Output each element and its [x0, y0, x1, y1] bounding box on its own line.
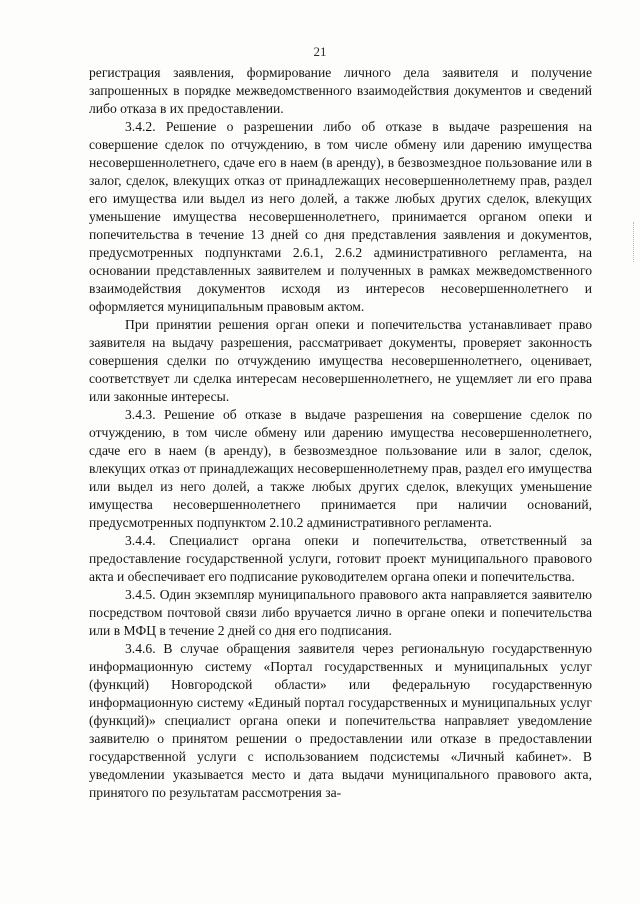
- scan-edge-mark: [630, 222, 634, 262]
- page-number: 21: [313, 44, 327, 59]
- paragraph-3-4-4: 3.4.4. Специалист органа опеки и попечительства, ответственный за предоставление государственной услуги, готовит проект муниципального правового акта и обеспечивает его подписание руководителем органа опеки и попечительства.: [89, 533, 592, 584]
- paragraph-decision-review: При принятии решения орган опеки и попечительства устанавливает право заявителя на выдачу разрешения, рассматривает документы, проверяет законность совершения сделки по отчуждению имущества несовершеннолетнего, оценивает, соответствует ли сделка интересам несовершеннолетнего, не ущемляет ли его права или законные интересы.: [89, 317, 592, 404]
- document-body: [89, 64, 592, 802]
- paragraph-continuation: регистрация заявления, формирование личного дела заявителя и получение запрошенных в порядке межведомственного взаимодействия документов и сведений либо отказа в их предоставлении.: [89, 65, 592, 116]
- paragraph-3-4-6: 3.4.6. В случае обращения заявителя через региональную государственную информационную систему «Портал государственных и муниципальных услуг (функций) Новгородской области» или федеральную государственную информационную систему «Единый портал государственных и муниципальных услуг (функций)» специалист органа опеки и попечительства направляет уведомление заявителю о принятом решении о предоставлении или отказе в предоставлении государственной услуги с использованием подсистемы «Личный кабинет». В уведомлении указывается место и дата выдачи муниципального правового акта, принятого по результатам рассмотрения за-: [89, 641, 592, 800]
- paragraph-3-4-5: 3.4.5. Один экземпляр муниципального правового акта направляется заявителю посредством почтовой связи либо вручается лично в органе опеки и попечительства или в МФЦ в течение 2 дней со дня его подписания.: [89, 587, 592, 638]
- paragraph-3-4-3: 3.4.3. Решение об отказе в выдаче разрешения на совершение сделок по отчуждению, в том числе обмену или дарению имущества несовершеннолетнего, сдаче его в наем (в аренду), в безвозмездное пользование или в залог, сделок, влекущих отказ от принадлежащих несовершеннолетнему прав, раздел его имущества или выдел из него долей, а также любых других сделок, влекущих уменьшение имущества несовершеннолетнего принимается при наличии оснований, предусмотренных подпунктом 2.10.2 административного регламента.: [89, 407, 592, 530]
- paragraph-3-4-2: 3.4.2. Решение о разрешении либо об отказе в выдаче разрешения на совершение сделок по отчуждению, в том числе обмену или дарению имущества несовершеннолетнего, сдаче его в наем (в аренду), в безвозмездное пользование или в залог, сделок, влекущих отказ от принадлежащих несовершеннолетнему прав, раздел его имущества или выдел из него долей, а также любых других сделок, влекущих уменьшение имущества несовершеннолетнего, принимается органом опеки и попечительства в течение 13 дней со дня представления заявления и документов, предусмотренных подпунктами 2.6.1, 2.6.2 административного регламента, на основании представленных заявителем и полученных в рамках межведомственного взаимодействия документов исходя из интересов несовершеннолетнего и оформляется муниципальным правовым актом.: [89, 119, 592, 314]
